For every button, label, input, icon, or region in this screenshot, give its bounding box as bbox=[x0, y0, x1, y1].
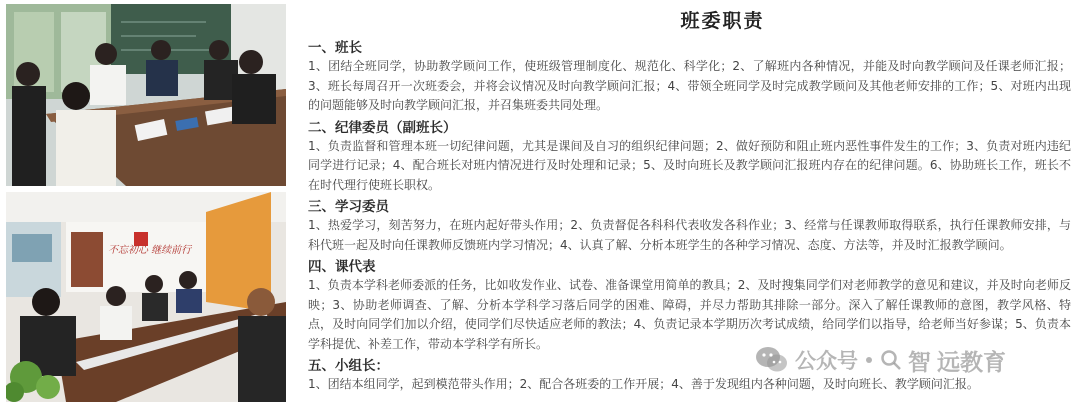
classroom-photo-bottom bbox=[6, 192, 286, 402]
section-heading: 五、小组长： bbox=[308, 358, 389, 374]
section-heading: 三、学习委员 bbox=[308, 199, 389, 215]
watermark-name-part1: 智 bbox=[908, 349, 931, 376]
section-body: 1、团结全班同学，协助教学顾问工作，使班级管理制度化、规范化、科学化；2、了解班内各种情况，并能及时向教学顾问及任课老师汇报；3、班长每周召开一次班委会，并将会议情况及时向教学顾问汇报；4、带领全班同学及时完成教学顾问及其他老师安排的工作；5、对班内出现的问题能够及时向教学顾问汇报，并召集班委共同处理。 bbox=[308, 59, 1071, 112]
section-body: 1、负责监督和管理本班一切纪律问题，尤其是课间及自习的组织纪律问题；2、做好预防和阻止班内恶性事件发生的工作；3、负责对班内违纪同学进行记录；4、配合班长对班内情况进行及时处理和记录；5、及时向班长及教学顾问汇报班内存在的纪律问题。6、协助班长工作，班长不在时代理行使班长职权。 bbox=[308, 138, 1071, 192]
watermark-name-part2: 远教育 bbox=[937, 349, 1006, 376]
section-study-committee bbox=[300, 198, 1075, 255]
photo-wall-sign: 不忘初心 继续前行 bbox=[108, 245, 192, 256]
wechat-icon bbox=[755, 345, 789, 375]
document-title: 班委职责 bbox=[680, 10, 765, 32]
watermark-dot bbox=[866, 357, 872, 363]
section-heading: 一、班长 bbox=[308, 40, 362, 56]
section-monitor bbox=[300, 39, 1075, 116]
section-heading: 二、纪律委员（副班长） bbox=[308, 119, 457, 136]
classroom-photo-top bbox=[6, 4, 286, 186]
section-body: 1、团结本组同学，起到模范带头作用；2、配合各班委的工作开展；4、善于发现组内各种问题，及时向班长、教学顾问汇报。 bbox=[308, 377, 979, 391]
section-body: 1、热爱学习，刻苦努力，在班内起好带头作用；2、负责督促各科科代表收发各科作业；3、经常与任课教师取得联系，执行任课教师安排，与科代班一起及时向任课教师反馈班内学习情况；4、认真了解、分析本班学生的各种学习情况、态度、方法等，并及时汇报教学顾问。 bbox=[308, 218, 1071, 252]
watermark-prefix: 公众号 bbox=[795, 349, 858, 373]
section-body: 1、负责本学科老师委派的任务，比如收发作业、试卷、准备课堂用简单的教具；2、及时搜集同学们对老师教学的意见和建议，并及时向老师反映；3、协助老师调查、了解、分析本学科学习落后同学的困难、障碍，并尽力帮助其排除一部分。深入了解任课教师的意图，教学风格、特点，及时向同学们加以介绍，使同学们尽快适应老师的教法；4、负责记录本学期历次考试成绩，给同学们以指导，给老师当好参谋；5、负责本学科提优、补差工作，带动本学科学有所长。 bbox=[308, 278, 1071, 351]
wechat-watermark bbox=[755, 338, 1075, 382]
search-icon bbox=[880, 349, 902, 371]
section-heading: 四、课代表 bbox=[308, 259, 376, 275]
section-discipline-committee bbox=[300, 119, 1075, 196]
